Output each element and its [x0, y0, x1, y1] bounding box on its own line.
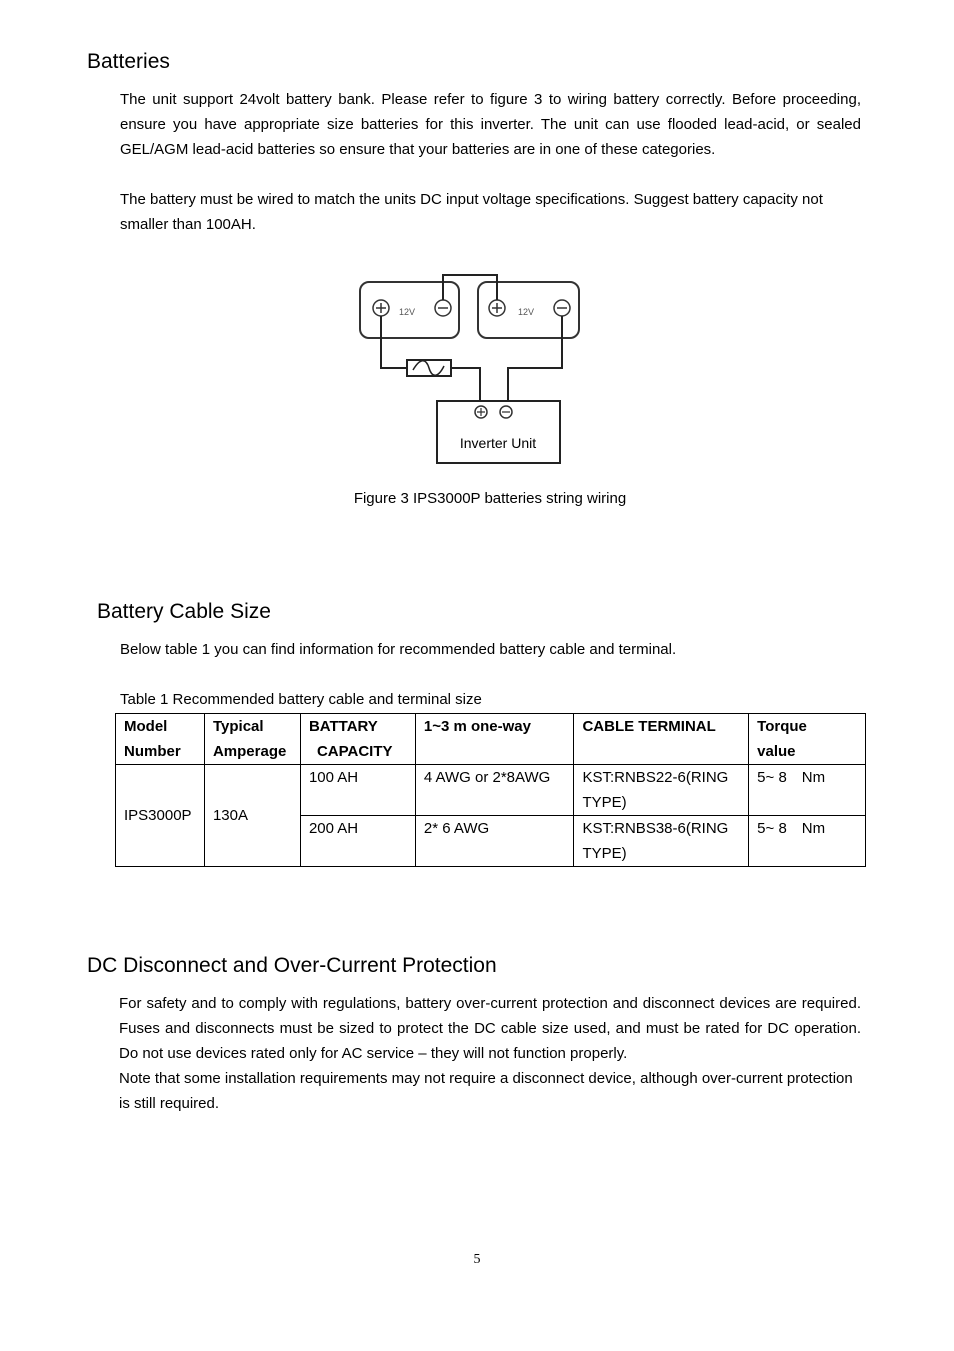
dc-disconnect-paragraph-1: For safety and to comply with regulations, battery over-current protection and disconnect devices are required. Fuses and disconnects must be sized to protect the DC cable size used, and must be rated for DC operation. Do not use devices rated only for AC service – they will not function properly.	[119, 995, 861, 1062]
cell-torque: 5~ 8 Nm	[749, 816, 866, 867]
cell-terminal: KST:RNBS38-6(RING TYPE)	[574, 816, 749, 867]
cell-capacity: 100 AH	[300, 765, 415, 816]
header-cable-length: 1~3 m one-way	[415, 714, 574, 765]
header-battery-capacity: BATTARY CAPACITY	[300, 714, 415, 765]
battery-1-voltage-label: 12V	[399, 307, 416, 317]
cable-size-heading: Battery Cable Size	[97, 600, 271, 623]
batteries-heading: Batteries	[87, 50, 170, 73]
inverter-unit-label: Inverter Unit	[459, 435, 537, 451]
table-row	[116, 765, 866, 816]
cell-cable: 2* 6 AWG	[415, 816, 574, 867]
header-model-number: Model Number	[116, 714, 205, 765]
inverter-unit	[437, 401, 560, 463]
cable-size-table	[115, 713, 866, 867]
table-caption: Table 1 Recommended battery cable and terminal size	[120, 691, 482, 708]
cell-cable: 4 AWG or 2*8AWG	[415, 765, 574, 816]
batteries-paragraph-2: The battery must be wired to match the units DC input voltage specifications. Suggest battery capacity not smaller than 100AH.	[120, 191, 823, 233]
dc-disconnect-heading: DC Disconnect and Over-Current Protection	[87, 954, 497, 977]
cell-capacity: 200 AH	[300, 816, 415, 867]
header-torque-value: Torque value	[749, 714, 866, 765]
batteries-paragraph-1: The unit support 24volt battery bank. Please refer to figure 3 to wiring battery correctly. Before proceeding, ensure you have appropriate size batteries for this inverter. The unit can use flooded lead-acid, or sealed GEL/AGM lead-acid batteries so ensure that your batteries are in one of these categories.	[120, 91, 861, 158]
page-number: 5	[473, 1252, 481, 1267]
series-link-cable	[443, 275, 497, 300]
header-typical-amperage: Typical Amperage	[204, 714, 300, 765]
cell-torque: 5~ 8 Nm	[749, 765, 866, 816]
cable-size-intro: Below table 1 you can find information for recommended battery cable and terminal.	[120, 641, 677, 658]
figure-caption: Figure 3 IPS3000P batteries string wiring	[353, 490, 627, 507]
cell-amperage: 130A	[204, 765, 300, 867]
negative-cable	[508, 316, 562, 403]
header-cable-terminal: CABLE TERMINAL	[574, 714, 749, 765]
cell-model: IPS3000P	[116, 765, 205, 867]
table-header-row	[116, 714, 866, 765]
battery-wiring-diagram	[340, 262, 600, 472]
dc-disconnect-paragraph-2: Note that some installation requirements may not require a disconnect device, although over-current protection is still required.	[119, 1070, 853, 1112]
cell-terminal: KST:RNBS22-6(RING TYPE)	[574, 765, 749, 816]
battery-2-voltage-label: 12V	[518, 307, 535, 317]
